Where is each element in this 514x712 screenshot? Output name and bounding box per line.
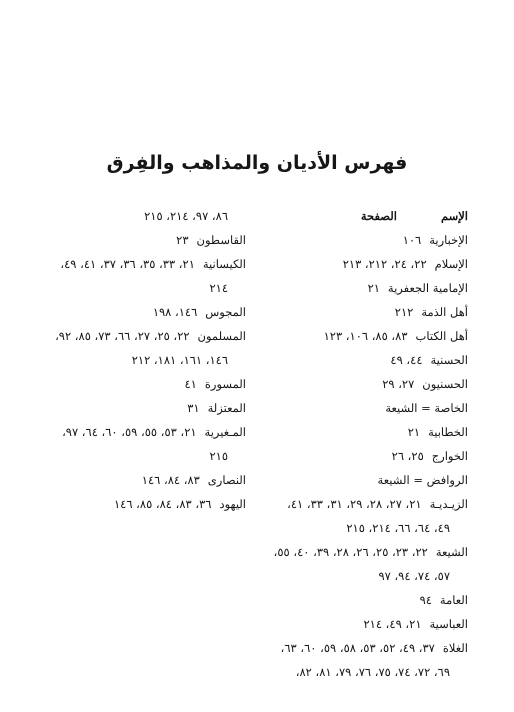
entry-pages: ٢١، ٤٩، ٢١٤: [363, 617, 422, 631]
entry-pages: ٢٢، ٢٤، ٢١٢، ٢١٣: [342, 257, 427, 271]
header-page: الصفحة: [360, 209, 397, 223]
index-entry-continuation: [20, 276, 246, 300]
entry-name: المجوس: [205, 305, 246, 319]
entry-pages: ٢١، ٣٣، ٣٥، ٣٦، ٣٧، ٤١، ٤٩،: [60, 257, 195, 271]
index-entry: [20, 372, 246, 396]
entry-pages: ٢١: [367, 281, 380, 295]
entry-name: أهل الكتاب: [415, 329, 468, 343]
index-entry: [242, 324, 468, 348]
entry-name: الإخبارية: [429, 233, 468, 247]
entry-name: العامة: [439, 593, 468, 607]
entry-pages: ٤٩، ٦٤، ٦٦، ٢١٤، ٢١٥: [346, 521, 450, 535]
entry-name: أهل الذمة: [421, 305, 468, 319]
index-entry: [242, 300, 468, 324]
entry-pages: ٣٦، ٨٣، ٨٤، ٨٥، ١٤٦: [113, 497, 212, 511]
entry-pages: ٢٥، ٢٦: [391, 449, 424, 463]
index-entry: [242, 636, 468, 660]
entry-name: الغلاة: [442, 641, 468, 655]
index-entry: [20, 228, 246, 252]
entry-name: القاسطون: [196, 233, 246, 247]
entry-pages: ٨٦، ٩٧، ٢١٤، ٢١٥: [144, 209, 228, 223]
entry-pages: ٤١: [184, 377, 197, 391]
entry-pages: ١٤٦، ١٦١، ١٨١، ٢١٢: [131, 353, 228, 367]
index-entry-continuation: [20, 204, 246, 228]
index-entry: [20, 300, 246, 324]
entry-name: العباسية: [429, 617, 468, 631]
entry-pages: ٢١، ٥٣، ٥٥، ٥٩، ٦٠، ٦٤، ٩٧،: [62, 425, 197, 439]
entry-pages: ٢٢، ٢٣، ٢٥، ٢٦، ٢٨، ٣٩، ٤٠، ٥٥،: [273, 545, 428, 559]
column-header: [242, 204, 468, 228]
entry-pages: ٢١، ٢٧، ٢٨، ٢٩، ٣١، ٣٣، ٤١،: [287, 497, 422, 511]
entry-pages: ٨٣، ٨٤، ١٤٦: [141, 473, 200, 487]
entry-pages: ٢٢، ٢٥، ٢٧، ٦٦، ٧٣، ٨٥، ٩٢،: [55, 329, 190, 343]
index-entry: [242, 228, 468, 252]
entry-pages: ٢١٢: [394, 305, 414, 319]
entry-pages: ٨٣، ٨٥، ١٠٦، ١٢٣: [323, 329, 408, 343]
index-entry: [20, 396, 246, 420]
entry-name: المـغيرية: [204, 425, 246, 439]
index-entry-continuation: [242, 660, 468, 684]
index-entry: [242, 612, 468, 636]
entry-pages: ١٠٦: [402, 233, 422, 247]
entry-pages: ٥٧، ٧٤، ٩٤، ٩٧: [378, 569, 450, 583]
index-entry: [20, 492, 246, 516]
entry-name: الإسلام: [434, 257, 468, 271]
index-entry: [242, 492, 468, 516]
entry-pages: ٤٤، ٤٩: [390, 353, 423, 367]
entry-name: المعتزلة: [207, 401, 246, 415]
entry-name: الإمامية الجعفرية: [387, 281, 468, 295]
index-entry-continuation: [20, 444, 246, 468]
entry-pages: ٣٧، ٤٩، ٥٢، ٥٣، ٥٨، ٥٩، ٦٠، ٦٣،: [280, 641, 435, 655]
entry-name: الخاصة = الشيعة: [385, 401, 468, 415]
index-entry: [242, 372, 468, 396]
entry-name: المسورة: [204, 377, 246, 391]
entry-pages: ٢١٤: [209, 281, 228, 295]
index-entry: [242, 348, 468, 372]
entry-name: الروافض = الشيعة: [377, 473, 468, 487]
index-entry: [242, 396, 468, 420]
entry-pages: ٢٣: [176, 233, 189, 247]
index-entry: [20, 420, 246, 444]
entry-name: اليهود: [219, 497, 246, 511]
entry-name: المسلمون: [197, 329, 246, 343]
entry-name: الخطابية: [428, 425, 468, 439]
entry-pages: ٢٧، ٢٩: [382, 377, 415, 391]
index-entry: [20, 324, 246, 348]
entry-pages: ٦٩، ٧٢، ٧٤، ٧٥، ٧٦، ٧٩، ٨١، ٨٢،: [295, 665, 450, 679]
index-entry: [20, 468, 246, 492]
entry-name: الحسنيون: [422, 377, 468, 391]
entry-name: الحسنية: [430, 353, 468, 367]
entry-pages: ٩٤: [419, 593, 432, 607]
index-entry-continuation: [20, 348, 246, 372]
entry-pages: ٣١: [187, 401, 200, 415]
index-entry: [242, 588, 468, 612]
entry-name: الزيـديـة: [429, 497, 468, 511]
index-column-left: [20, 204, 246, 516]
index-entry: [242, 252, 468, 276]
index-entry-continuation: [242, 516, 468, 540]
index-entry: [242, 444, 468, 468]
entry-name: الشيعة: [435, 545, 468, 559]
index-entry: [242, 540, 468, 564]
index-column-right: [242, 204, 468, 684]
entry-name: النصارى: [207, 473, 246, 487]
header-name: الإسم: [440, 209, 468, 223]
entry-name: الكيسانية: [202, 257, 246, 271]
entry-name: الخوارج: [431, 449, 468, 463]
index-entry-continuation: [242, 564, 468, 588]
index-entry: [242, 420, 468, 444]
entry-pages: ١٤٦، ١٩٨: [152, 305, 198, 319]
entry-pages: ٢١: [407, 425, 421, 439]
index-entry: [20, 252, 246, 276]
page-title: فهرس الأديان والمذاهب والفِرق: [106, 152, 408, 174]
entry-pages: ٢١٥: [209, 449, 228, 463]
index-entry: [242, 276, 468, 300]
index-entry: [242, 468, 468, 492]
